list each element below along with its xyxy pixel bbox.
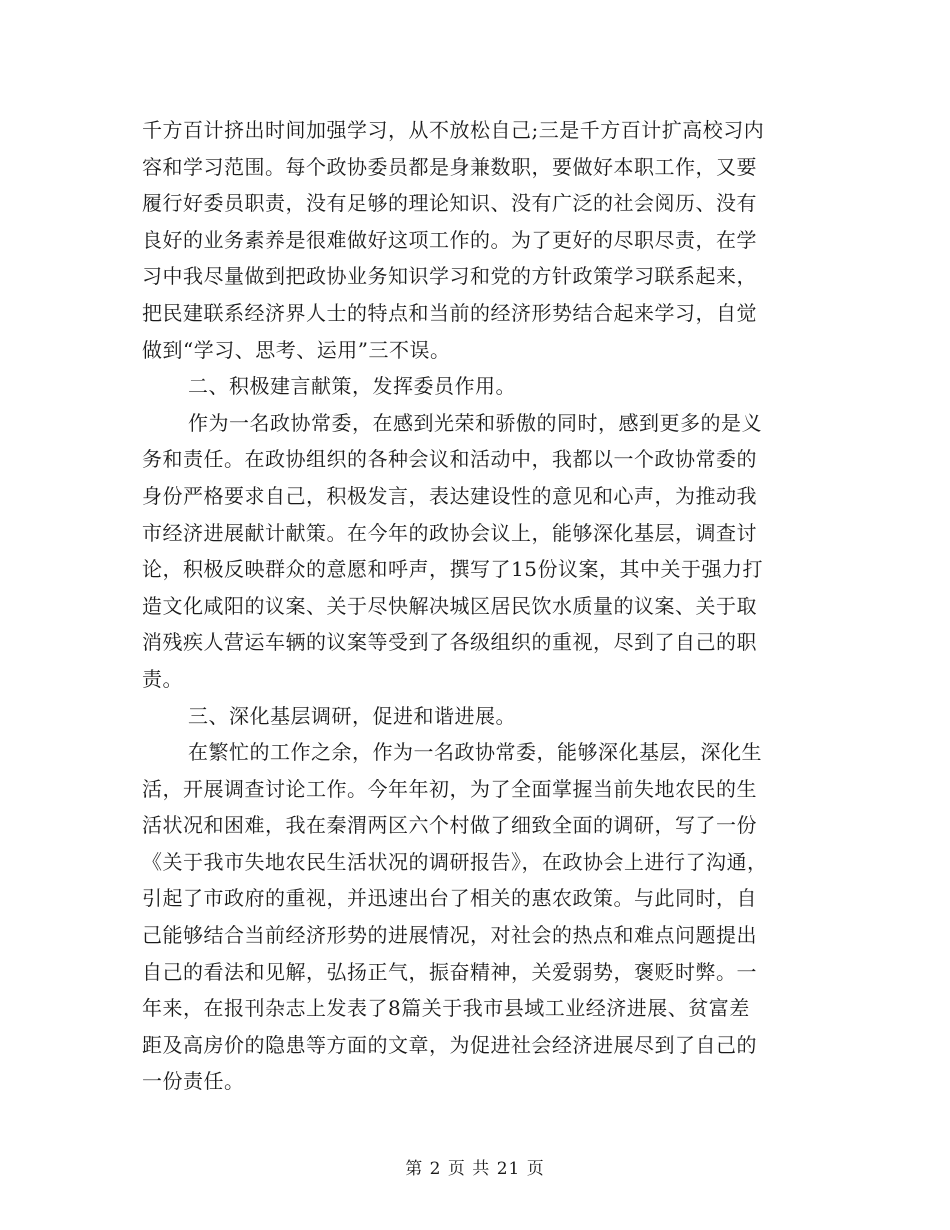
body-line: 《关于我市失地农民生活状况的调研报告》，在政协会上进行了沟通， <box>142 849 768 874</box>
body-line: 市经济进展献计献策。在今年的政协会议上，能够深化基层，调查讨 <box>142 520 757 545</box>
body-line: 活，开展调查讨论工作。今年年初，为了全面掌握当前失地农民的生 <box>142 776 757 801</box>
body-line: 做到“学习、思考、运用”三不误。 <box>142 337 451 362</box>
body-line: 引起了市政府的重视，并迅速出台了相关的惠农政策。与此同时，自 <box>142 886 757 911</box>
body-line: 容和学习范围。每个政协委员都是身兼数职，要做好本职工作，又要 <box>142 154 757 179</box>
body-line: 把民建联系经济界人士的特点和当前的经济形势结合起来学习，自觉 <box>142 300 757 325</box>
page-number-footer: 第 2 页 共 21 页 <box>405 1159 545 1179</box>
body-line: 活状况和困难，我在秦渭两区六个村做了细致全面的调研，写了一份 <box>142 813 757 838</box>
paragraph-start-line: 作为一名政协常委，在感到光荣和骄傲的同时，感到更多的是义 <box>188 410 762 435</box>
body-line: 年来，在报刊杂志上发表了8篇关于我市县域工业经济进展、贫富差 <box>142 996 750 1021</box>
document-body <box>142 112 807 1100</box>
body-line: 千方百计挤出时间加强学习，从不放松自己;三是千方百计扩高校习内 <box>142 118 765 142</box>
body-line: 己能够结合当前经济形势的进展情况，对社会的热点和难点问题提出 <box>142 923 757 948</box>
body-line: 习中我尽量做到把政协业务知识学习和党的方针政策学习联系起来， <box>142 264 757 289</box>
body-line: 身份严格要求自己，积极发言，表达建设性的意见和心声，为推动我 <box>142 483 757 508</box>
body-line: 距及高房价的隐患等方面的文章，为促进社会经济进展尽到了自己的 <box>142 1032 757 1057</box>
body-line: 消残疾人营运车辆的议案等受到了各级组织的重视，尽到了自己的职 <box>142 630 757 655</box>
body-line: 造文化咸阳的议案、关于尽快解决城区居民饮水质量的议案、关于取 <box>142 593 757 618</box>
paragraph-start-line: 在繁忙的工作之余，作为一名政协常委，能够深化基层，深化生 <box>188 740 762 765</box>
body-line: 务和责任。在政协组织的各种会议和活动中，我都以一个政协常委的 <box>142 447 757 472</box>
body-line: 一份责任。 <box>142 1069 245 1094</box>
body-line: 履行好委员职责，没有足够的理论知识、没有广泛的社会阅历、没有 <box>142 191 757 216</box>
body-line: 良好的业务素养是很难做好这项工作的。为了更好的尽职尽责，在学 <box>142 227 757 252</box>
section-heading: 二、积极建言献策，发挥委员作用。 <box>188 374 516 399</box>
body-line: 论，积极反映群众的意愿和呼声，撰写了15份议案，其中关于强力打 <box>142 557 763 582</box>
section-heading: 三、深化基层调研，促进和谐进展。 <box>188 703 516 728</box>
body-line: 自己的看法和见解，弘扬正气，振奋精神，关爱弱势，褒贬时弊。一 <box>142 959 757 984</box>
body-line: 责。 <box>142 666 183 691</box>
